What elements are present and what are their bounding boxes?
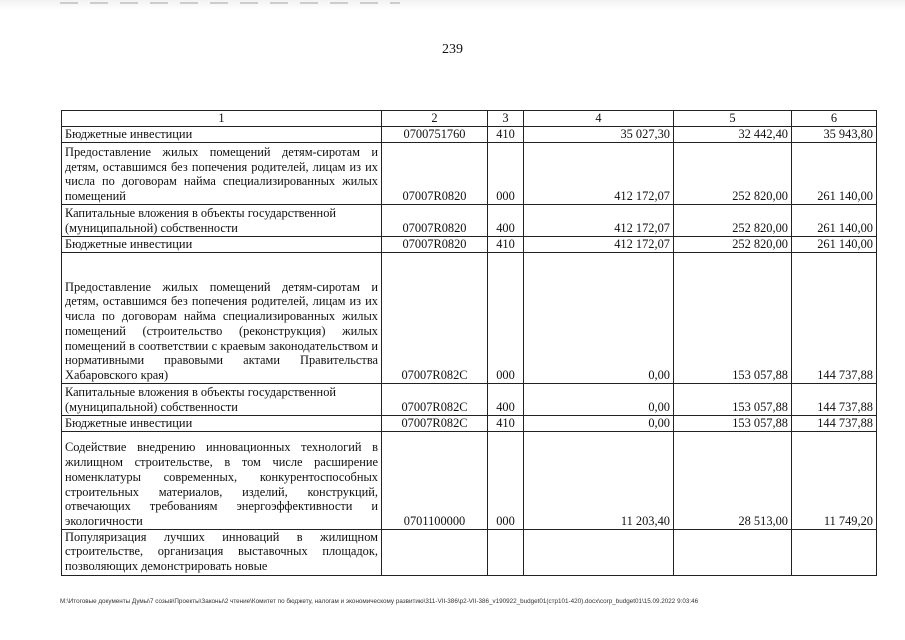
row-name: Предоставление жилых помещений детям-сиротам и детям, оставшимся без попечения родителей, лицам из их числа по договорам найма специализированных жилых помещений [62, 142, 382, 204]
row-value-4 [524, 529, 674, 575]
column-header: 3 [488, 111, 524, 127]
row-name: Капитальные вложения в объекты государственной (муниципальной) собственности [62, 204, 382, 236]
row-value-5: 153 057,88 [674, 383, 792, 415]
table-row [62, 252, 877, 383]
row-value-4: 0,00 [524, 252, 674, 383]
budget-table [61, 110, 877, 576]
row-value-5: 32 442,40 [674, 126, 792, 142]
row-value-4: 0,00 [524, 415, 674, 431]
row-code: 07007R082C [382, 383, 488, 415]
row-value-4: 412 172,07 [524, 236, 674, 252]
row-value-4: 11 203,40 [524, 431, 674, 529]
column-header: 2 [382, 111, 488, 127]
row-code [382, 529, 488, 575]
row-name: Популяризация лучших инноваций в жилищном строительстве, организация выставочных площадок, позволяющих демонстрировать новые [62, 529, 382, 575]
row-value-6: 144 737,88 [792, 415, 877, 431]
row-type: 410 [488, 236, 524, 252]
row-name: Бюджетные инвестиции [62, 415, 382, 431]
table-row [62, 236, 877, 252]
table-row [62, 529, 877, 575]
row-value-5: 153 057,88 [674, 415, 792, 431]
row-code: 0700751760 [382, 126, 488, 142]
page-number: 239 [442, 42, 463, 57]
row-type: 000 [488, 252, 524, 383]
row-code: 07007R0820 [382, 142, 488, 204]
row-value-6: 35 943,80 [792, 126, 877, 142]
row-type: 410 [488, 126, 524, 142]
table-row [62, 142, 877, 204]
column-header: 4 [524, 111, 674, 127]
row-code: 07007R0820 [382, 236, 488, 252]
row-type [488, 529, 524, 575]
row-value-6: 261 140,00 [792, 236, 877, 252]
row-value-5: 153 057,88 [674, 252, 792, 383]
row-name: Капитальные вложения в объекты государственной (муниципальной) собственности [62, 383, 382, 415]
column-header: 6 [792, 111, 877, 127]
table-row [62, 431, 877, 529]
table-row [62, 126, 877, 142]
row-value-4: 412 172,07 [524, 142, 674, 204]
row-value-6: 261 140,00 [792, 142, 877, 204]
row-value-4: 35 027,30 [524, 126, 674, 142]
row-type: 000 [488, 431, 524, 529]
table-row [62, 383, 877, 415]
table-row [62, 415, 877, 431]
column-header: 1 [62, 111, 382, 127]
scan-edge [0, 0, 905, 10]
row-name: Бюджетные инвестиции [62, 236, 382, 252]
row-name: Бюджетные инвестиции [62, 126, 382, 142]
row-name: Содействие внедрению инновационных технологий в жилищном строительстве, в том числе расширение номенклатуры современных, конкурентоспособных строительных материалов, изделий, конструкций, отвечающих требованиям энергоэффективности и экологичности [62, 431, 382, 529]
row-value-6: 11 749,20 [792, 431, 877, 529]
row-type: 410 [488, 415, 524, 431]
row-code: 07007R082C [382, 252, 488, 383]
row-type: 400 [488, 383, 524, 415]
row-code: 0701100000 [382, 431, 488, 529]
row-value-6: 144 737,88 [792, 383, 877, 415]
row-value-4: 0,00 [524, 383, 674, 415]
row-type: 400 [488, 204, 524, 236]
row-code: 07007R0820 [382, 204, 488, 236]
row-code: 07007R082C [382, 415, 488, 431]
table-row [62, 204, 877, 236]
column-header: 5 [674, 111, 792, 127]
row-value-5: 28 513,00 [674, 431, 792, 529]
table-header-row [62, 111, 877, 127]
row-value-5: 252 820,00 [674, 236, 792, 252]
row-value-6: 144 737,88 [792, 252, 877, 383]
row-value-6: 261 140,00 [792, 204, 877, 236]
document-path-footer: M:\Итоговые документы Думы\7 созыв\Проекты\Законы\2 чтение\Комитет по бюджету, налогам и экономическому развитию\311-VII-386\p2-VII-386_v190922_budget01(стр101-420).docx\corp_budget01\15.09.2022 9:03:46 [60, 598, 699, 605]
row-value-6 [792, 529, 877, 575]
row-value-4: 412 172,07 [524, 204, 674, 236]
row-value-5: 252 820,00 [674, 142, 792, 204]
row-value-5 [674, 529, 792, 575]
row-type: 000 [488, 142, 524, 204]
row-value-5: 252 820,00 [674, 204, 792, 236]
row-name: Предоставление жилых помещений детям-сиротам и детям, оставшимся без попечения родителей, лицам из их числа по договорам найма специализированных жилых помещений (строительство (реконструкция) жилых помещений в соответствии с краевым законодательством и нормативными правовыми актами Правительства Хабаровского края) [62, 252, 382, 383]
